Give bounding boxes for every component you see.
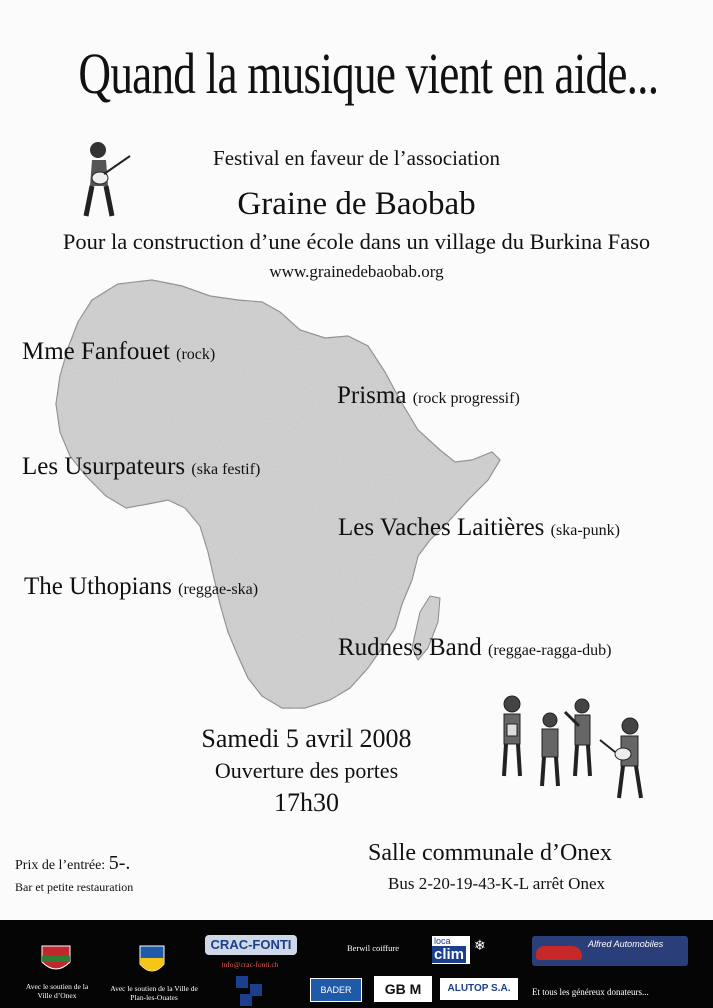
band-les-vaches-laitieres [338, 514, 620, 542]
band-name: Les Usurpateurs [22, 453, 186, 480]
car-icon [536, 946, 582, 960]
loca-text: loca [434, 936, 451, 946]
clim-text: clim [434, 946, 465, 963]
onex-crest-icon [40, 944, 72, 976]
alfred-automobiles-logo [532, 936, 688, 966]
doors-opening: Ouverture des portes [214, 758, 399, 783]
berwil-coiffure: Berwil coiffure [346, 943, 399, 953]
bus-info: Bus 2-20-19-43-K-L arrêt Onex [388, 874, 605, 893]
band-prisma [337, 382, 520, 410]
band-name: Les Vaches Laitières [338, 514, 545, 541]
association-name: Graine de Baobab [237, 186, 476, 222]
band-genre: (reggae-ska) [178, 581, 259, 598]
crac-fonti-logo: CRAC-FONTI [205, 935, 297, 955]
band-genre: (reggae-ragga-dub) [488, 642, 612, 659]
crac-email: info@crac-fonti.ch [221, 960, 279, 969]
band-genre: (rock progressif) [412, 390, 520, 407]
plan-les-ouates-crest-icon [138, 944, 166, 978]
band-rudness-band [338, 634, 611, 662]
locaclim-logo [432, 936, 470, 964]
event-date: Samedi 5 avril 2008 [201, 724, 412, 753]
website-link[interactable]: www.grainedebaobab.org [269, 262, 444, 281]
band-genre: (ska-punk) [550, 522, 620, 539]
far-logo [236, 976, 264, 1006]
band-the-uthopians [24, 573, 258, 601]
sponsor-footer [0, 920, 713, 1008]
bader-logo: BADER [310, 978, 362, 1002]
price-value: 5-. [108, 852, 131, 874]
band-les-usurpateurs [22, 453, 260, 481]
poster-title: Quand la musique vient en aide... [78, 41, 659, 106]
donors-thanks: Et tous les généreux donateurs... [532, 987, 649, 997]
band-name: Rudness Band [338, 634, 482, 661]
band-name: Prisma [337, 382, 407, 409]
festival-subtitle: Festival en faveur de l’association [213, 146, 500, 170]
plan-support: Avec le soutien de la Ville de Plan-les-Ouates [110, 984, 198, 1002]
band-genre: (rock) [176, 346, 216, 363]
band-mme-fanfouet [22, 338, 215, 366]
band-genre: (ska festif) [191, 461, 261, 478]
band-name: The Uthopians [24, 573, 172, 600]
musicians-icon [495, 690, 655, 802]
price-label: Prix de l’entrée: [15, 858, 106, 873]
snowflake-icon: ❄ [474, 938, 486, 954]
alutop-logo: ALUTOP S.A. [440, 978, 518, 1000]
alfred-text: Alfred Automobiles [588, 939, 664, 949]
purpose-text: Pour la construction d’une école dans un village du Burkina Faso [62, 229, 651, 254]
event-time: 17h30 [274, 788, 339, 817]
onex-support: Avec le soutien de la Ville d’Onex [25, 982, 89, 1000]
venue-name: Salle communale d’Onex [368, 840, 612, 866]
band-name: Mme Fanfouet [22, 338, 170, 365]
gbm-logo: GB M [374, 976, 432, 1002]
food-info: Bar et petite restauration [15, 880, 134, 894]
entry-price [15, 852, 130, 875]
